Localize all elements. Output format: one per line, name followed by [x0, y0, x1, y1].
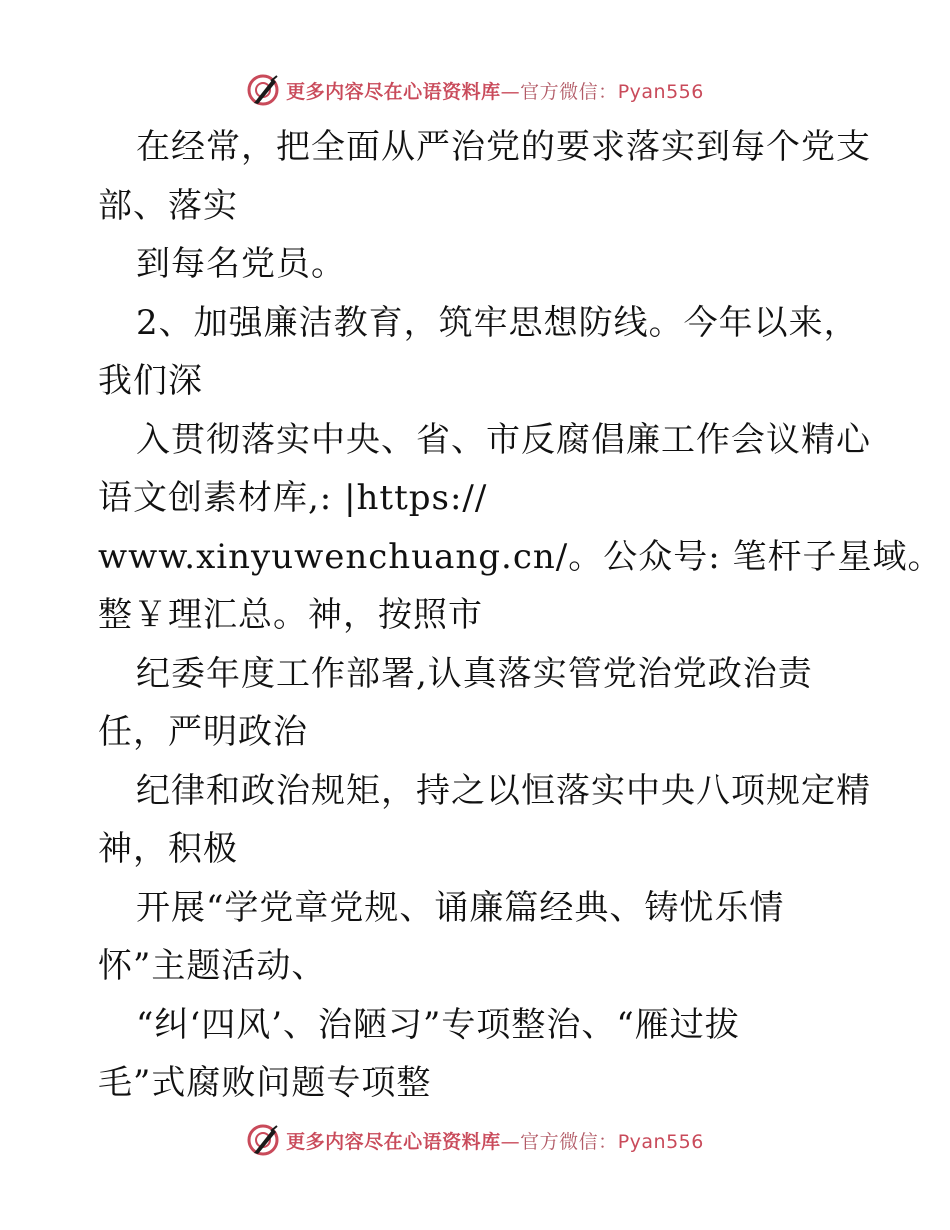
body-line-2: 部、落实	[98, 185, 238, 226]
header-brand: 更多内容尽在心语资料库	[286, 80, 501, 103]
header-dash: —	[500, 80, 521, 103]
footer-wechat-id: Pyan556	[617, 1130, 704, 1153]
body-line-10: 纪委年度工作部署,认真落实管党治党政治责	[136, 653, 813, 694]
quill-logo-icon	[246, 73, 280, 107]
header-wechat-label: 官方微信：	[520, 80, 618, 103]
body-line-15: 怀”主题活动、	[98, 946, 327, 986]
footer-banner	[246, 1123, 704, 1157]
body-line-11: 任，严明政治	[98, 712, 308, 752]
page-header	[0, 70, 950, 110]
body-line-6: 入贯彻落实中央、省、市反腐倡廉工作会议精心	[136, 419, 871, 460]
body-line-14: 开展“学党章党规、诵廉篇经典、铸忧乐情	[136, 887, 785, 928]
body-line-5: 我们深	[98, 361, 203, 401]
body-line-4: 2、加强廉洁教育，筑牢思想防线。今年以来，	[136, 302, 859, 343]
header-wechat-id: Pyan556	[617, 80, 704, 103]
footer-brand: 更多内容尽在心语资料库	[286, 1130, 501, 1153]
footer-dash: —	[500, 1130, 521, 1153]
body-line-3: 到每名党员。	[136, 244, 346, 284]
footer-wechat-label: 官方微信：	[520, 1130, 618, 1153]
body-line-17: 毛”式腐败问题专项整	[98, 1063, 432, 1103]
quill-logo-icon	[246, 1123, 280, 1157]
body-line-8: www.xinyuwenchuang.cn/。公众号: 笔杆子星域。	[98, 536, 943, 577]
body-line-12: 纪律和政治规矩，持之以恒落实中央八项规定精	[136, 770, 871, 811]
body-line-9: 整￥理汇总。神，按照市	[98, 595, 483, 635]
header-banner	[246, 73, 704, 107]
header-text	[286, 77, 704, 104]
body-line-1: 在经常，把全面从严治党的要求落实到每个党支	[136, 127, 871, 167]
body-line-16: “纠‘四风’、治陋习”专项整治、“雁过拔	[136, 1004, 740, 1045]
body-line-7: 语文创素材库,: |https://	[98, 478, 488, 518]
document-body	[98, 118, 943, 1113]
body-line-13: 神，积极	[98, 829, 238, 869]
page-footer	[0, 1120, 950, 1160]
footer-text	[286, 1127, 704, 1154]
